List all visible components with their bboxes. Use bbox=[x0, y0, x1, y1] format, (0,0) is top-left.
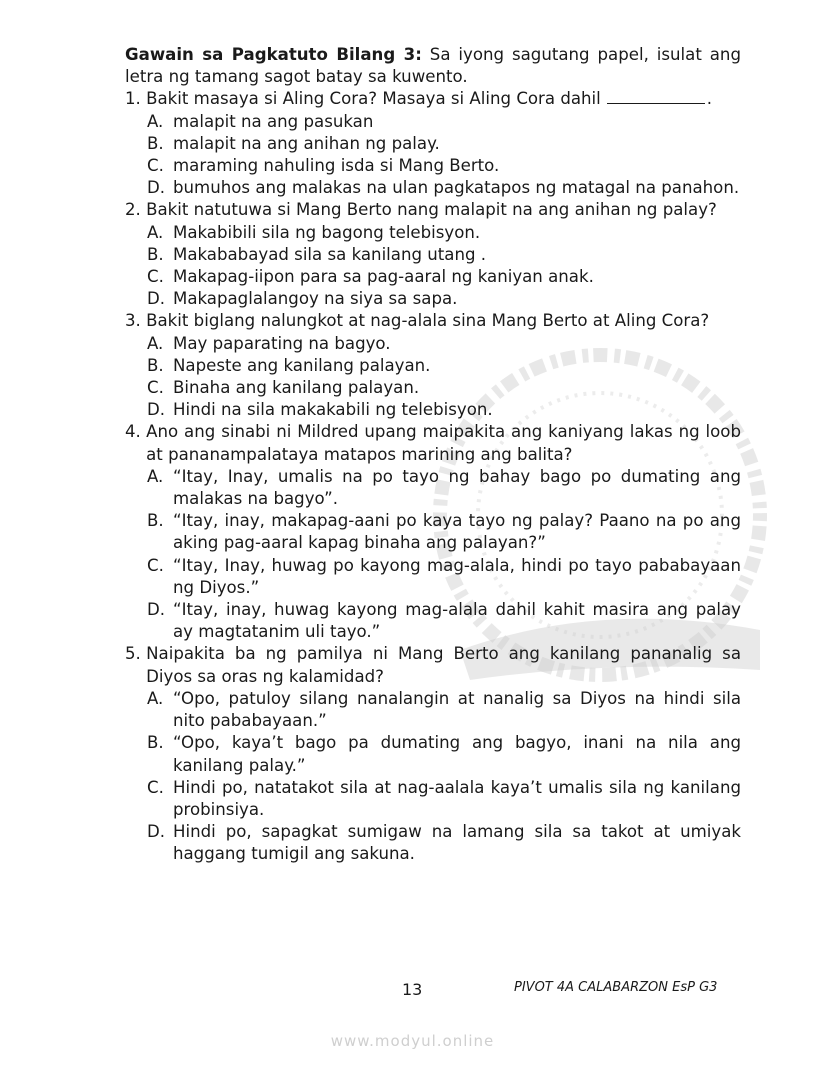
choice-letter: D. bbox=[147, 178, 166, 198]
choice-c bbox=[125, 377, 741, 399]
site-watermark: www.modyul.online bbox=[330, 1032, 495, 1050]
choice-letter: C. bbox=[147, 267, 164, 287]
choice-letter: D. bbox=[147, 600, 166, 620]
choice-a bbox=[125, 466, 741, 510]
page-number: 13 bbox=[402, 980, 423, 999]
question-number: 2. bbox=[125, 200, 141, 220]
choice-text: “Itay, Inay, huwag po kayong mag-alala, hindi po tayo pababayaan ng Diyos.” bbox=[173, 555, 741, 597]
choice-c bbox=[125, 266, 741, 288]
choice-b bbox=[125, 244, 741, 266]
choice-letter: B. bbox=[147, 733, 164, 753]
question-text: Bakit biglang nalungkot at nag-alala sina Mang Berto at Aling Cora? bbox=[146, 311, 710, 331]
choice-letter: B. bbox=[147, 355, 164, 375]
question-text: Bakit masaya si Aling Cora? Masaya si Aling Cora dahil bbox=[146, 89, 601, 109]
choice-letter: D. bbox=[147, 289, 166, 309]
question-number: 5. bbox=[125, 644, 141, 664]
choice-letter: A. bbox=[147, 111, 164, 131]
choice-letter: C. bbox=[147, 156, 164, 176]
choice-text: Makapag-iipon para sa pag-aaral ng kaniyan anak. bbox=[173, 267, 594, 287]
document-id: PIVOT 4A CALABARZON EsP G3 bbox=[514, 980, 718, 995]
question-1 bbox=[125, 88, 741, 199]
choice-letter: C. bbox=[147, 555, 164, 575]
choice-a bbox=[125, 688, 741, 732]
choice-letter: A. bbox=[147, 688, 164, 708]
choice-d bbox=[125, 288, 741, 310]
choice-text: Binaha ang kanilang palayan. bbox=[173, 378, 420, 398]
answer-blank bbox=[607, 88, 705, 104]
choice-letter: B. bbox=[147, 511, 164, 531]
question-3 bbox=[125, 310, 741, 421]
question-2 bbox=[125, 199, 741, 310]
choice-letter: A. bbox=[147, 333, 164, 353]
question-text: Naipakita ba ng pamilya ni Mang Berto ang kanilang pananalig sa Diyos sa oras ng kalamidad? bbox=[146, 644, 741, 686]
choice-letter: B. bbox=[147, 133, 164, 153]
question-number: 3. bbox=[125, 311, 141, 331]
choice-text: Napeste ang kanilang palayan. bbox=[173, 355, 431, 375]
choice-d bbox=[125, 821, 741, 865]
choice-letter: D. bbox=[147, 822, 166, 842]
choice-letter: C. bbox=[147, 378, 164, 398]
question-5 bbox=[125, 643, 741, 865]
choice-text: Hindi po, natatakot sila at nag-aalala kaya’t umalis sila ng kanilang probinsiya. bbox=[173, 777, 741, 819]
choice-d bbox=[125, 599, 741, 643]
choice-text: malapit na ang pasukan bbox=[173, 111, 374, 131]
choice-c bbox=[125, 777, 741, 821]
choice-text: bumuhos ang malakas na ulan pagkatapos ng matagal na panahon. bbox=[173, 178, 740, 198]
activity-title: Gawain sa Pagkatuto Bilang 3: bbox=[125, 45, 422, 64]
question-text: Ano ang sinabi ni Mildred upang maipakita ang kaniyang lakas ng loob at pananampalataya matapos marining ang balita? bbox=[146, 422, 741, 464]
choice-c bbox=[125, 555, 741, 599]
choice-letter: B. bbox=[147, 244, 164, 264]
choice-a bbox=[125, 111, 741, 133]
choice-text: “Itay, inay, makapag-aani po kaya tayo ng palay? Paano na po ang aking pag-aaral kapag binaha ang palayan?” bbox=[173, 511, 741, 553]
question-4 bbox=[125, 421, 741, 643]
choice-text: Makababayad sila sa kanilang utang . bbox=[173, 244, 487, 264]
page-footer bbox=[0, 980, 825, 1002]
choice-b bbox=[125, 732, 741, 776]
choice-b bbox=[125, 133, 741, 155]
choice-letter: A. bbox=[147, 466, 164, 486]
choice-b bbox=[125, 510, 741, 554]
choice-d bbox=[125, 399, 741, 421]
choice-b bbox=[125, 355, 741, 377]
choice-text: “Opo, patuloy silang nanalangin at nanalig sa Diyos na hindi sila nito pababayaan.” bbox=[173, 688, 741, 731]
choice-a bbox=[125, 333, 741, 355]
question-number: 4. bbox=[125, 422, 141, 442]
choice-text: Hindi po, sapagkat sumigaw na lamang sila sa takot at umiyak haggang tumigil ang sakuna. bbox=[173, 822, 741, 864]
choice-text: “Itay, Inay, umalis na po tayo ng bahay bago po dumating ang malakas na bagyo”. bbox=[173, 466, 741, 509]
choice-letter: D. bbox=[147, 400, 166, 420]
choice-text: “Opo, kaya’t bago pa dumating ang bagyo, inani na nila ang kanilang palay.” bbox=[173, 733, 741, 775]
choice-text: Hindi na sila makakabili ng telebisyon. bbox=[173, 400, 493, 420]
choice-text: malapit na ang anihan ng palay. bbox=[173, 133, 440, 153]
activity-instructions-text: Sa iyong sagutang papel, isulat ang letra ng tamang sagot batay sa kuwento. bbox=[125, 45, 741, 87]
question-text-end: . bbox=[706, 89, 713, 109]
worksheet-page bbox=[125, 44, 741, 866]
choice-a bbox=[125, 222, 741, 244]
choice-text: maraming nahuling isda si Mang Berto. bbox=[173, 156, 500, 176]
activity-instructions bbox=[125, 44, 741, 88]
question-text: Bakit natutuwa si Mang Berto nang malapit na ang anihan ng palay? bbox=[146, 200, 717, 220]
choice-text: Makabibili sila ng bagong telebisyon. bbox=[173, 222, 481, 242]
choice-letter: A. bbox=[147, 222, 164, 242]
choice-text: “Itay, inay, huwag kayong mag-alala dahil kahit masira ang palay ay magtatanim uli tayo.” bbox=[173, 600, 741, 642]
choice-d bbox=[125, 177, 741, 199]
choice-letter: C. bbox=[147, 777, 164, 797]
choice-text: May paparating na bagyo. bbox=[173, 333, 391, 353]
question-number: 1. bbox=[125, 89, 141, 109]
choice-text: Makapaglalangoy na siya sa sapa. bbox=[173, 289, 458, 309]
choice-c bbox=[125, 155, 741, 177]
